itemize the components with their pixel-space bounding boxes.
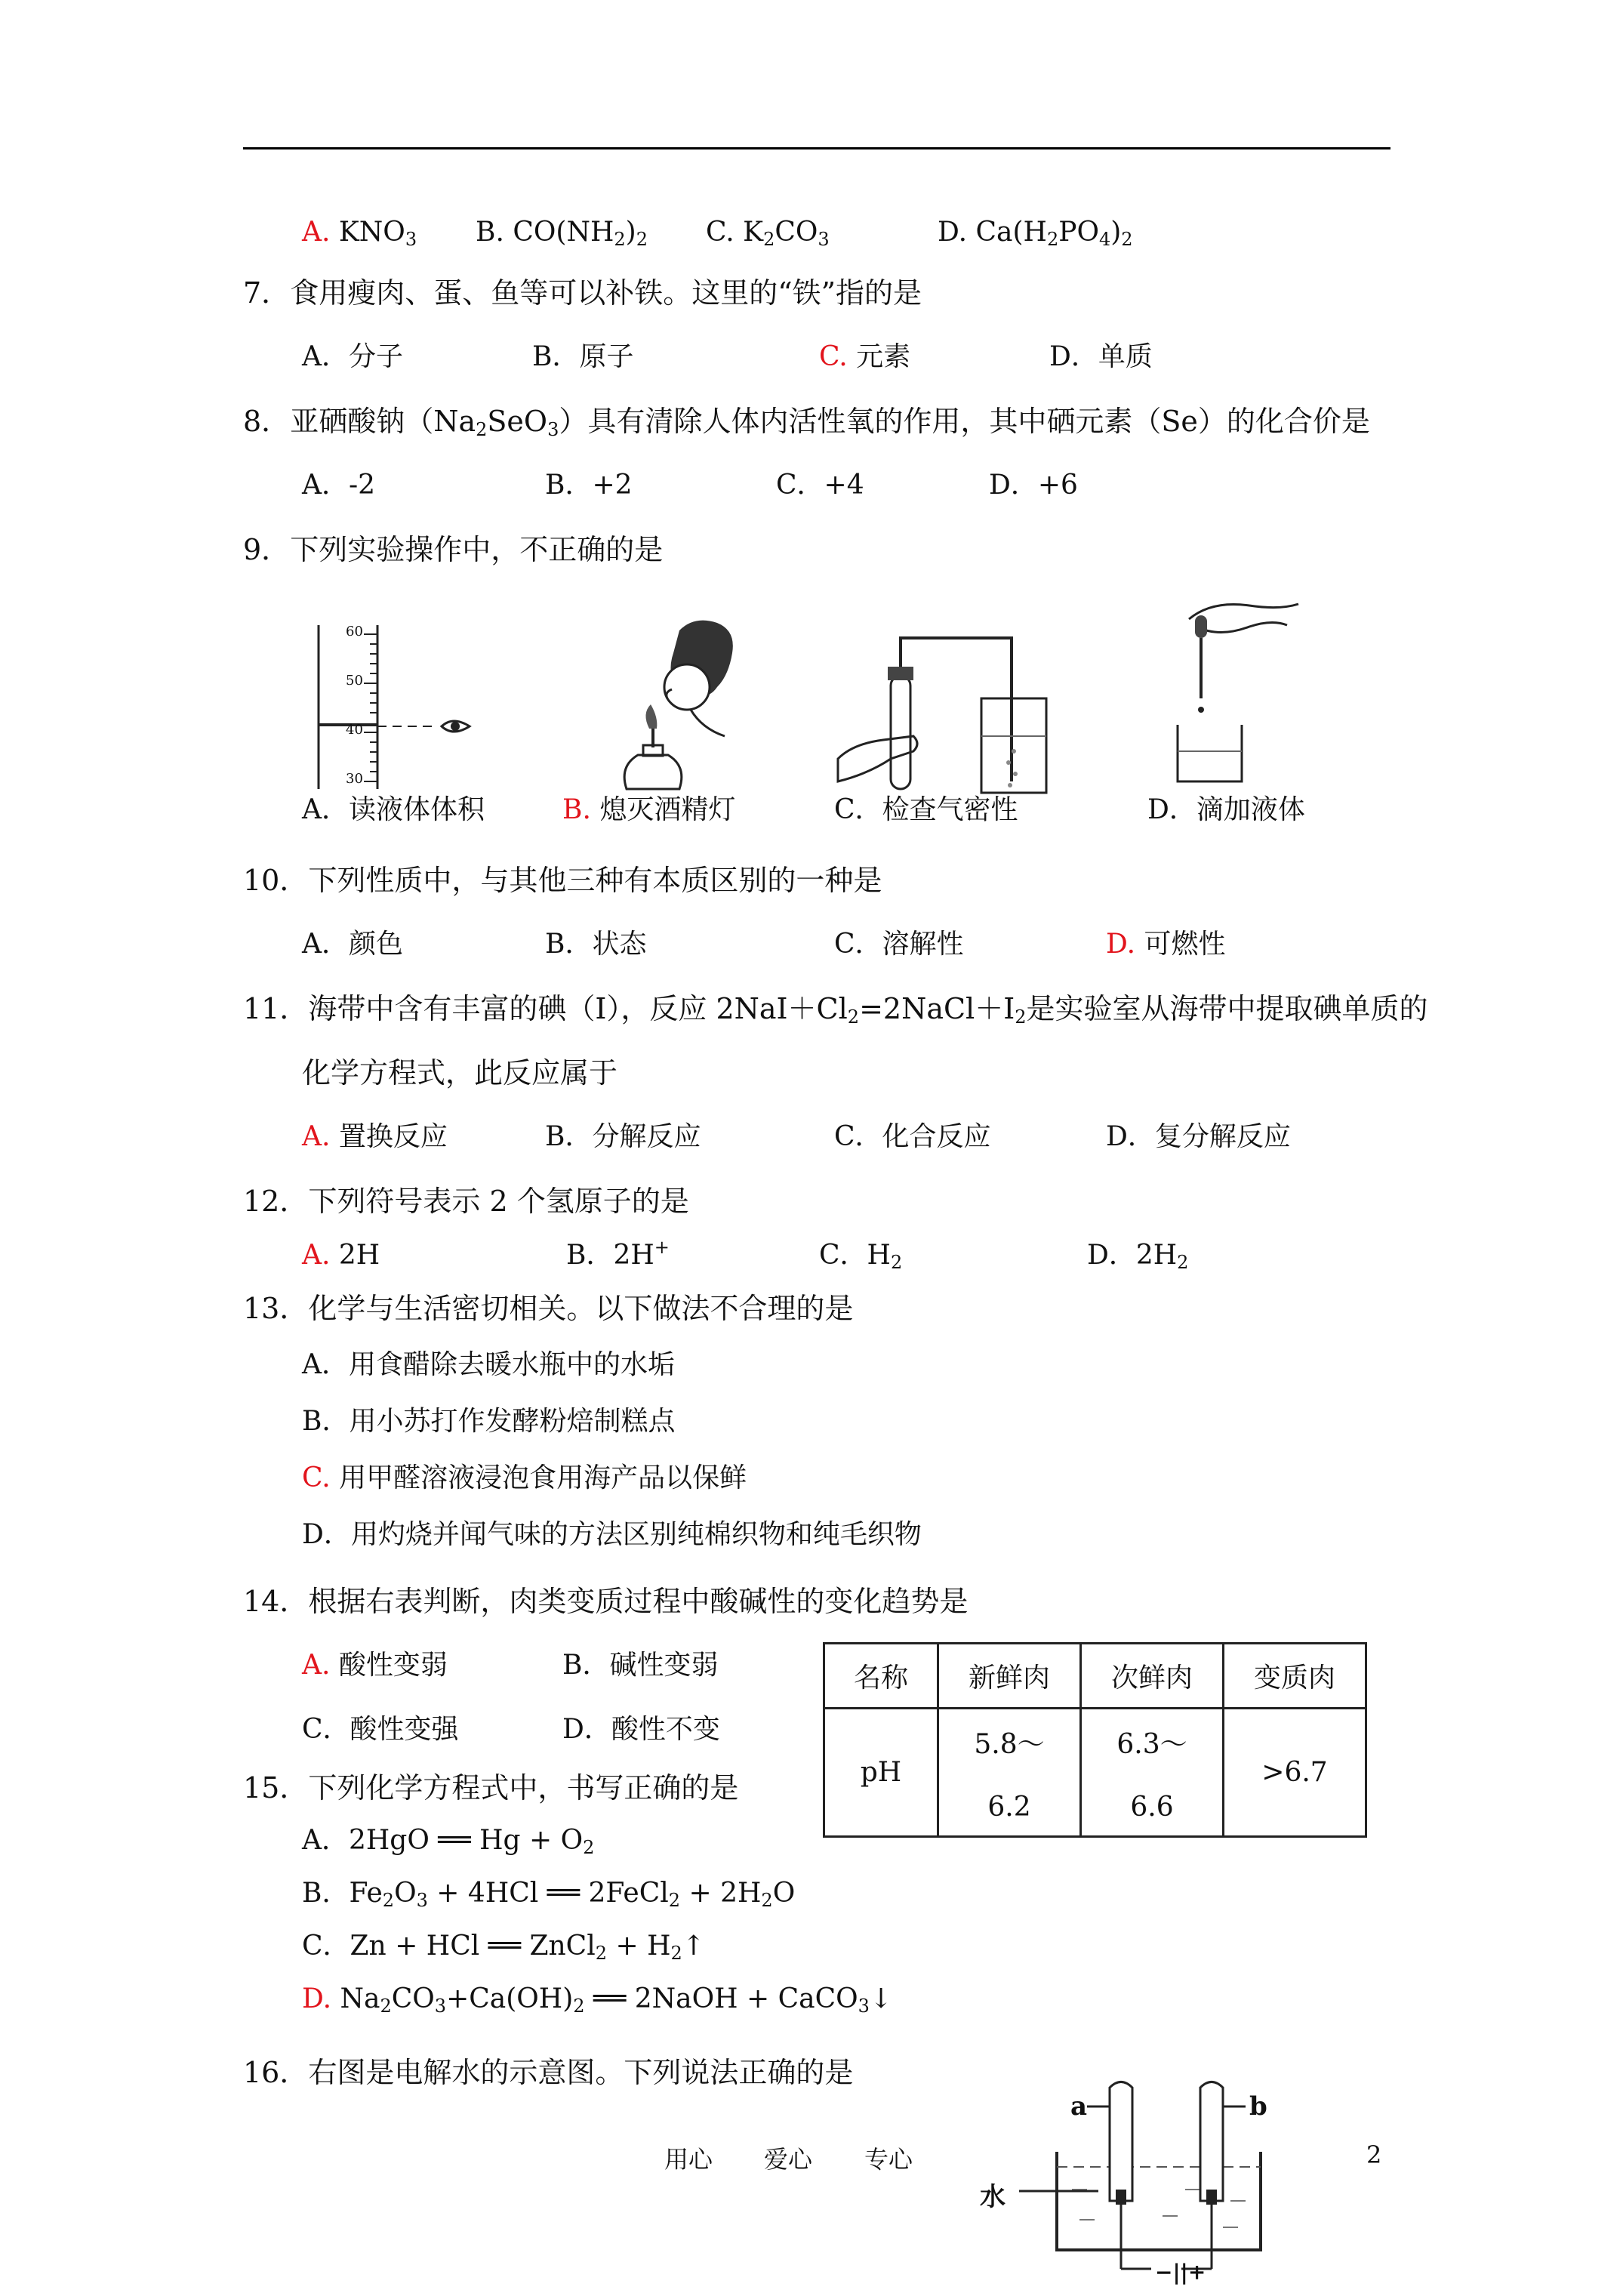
- label-a: a: [1070, 2091, 1088, 2122]
- q6-option-b: B. $CO(NH_2)_2$: [476, 217, 648, 250]
- table-cell: 6.3～ 6.6: [1081, 1709, 1224, 1837]
- header-rule: [243, 147, 1390, 149]
- q9-option-c: C．检查气密性: [834, 794, 1018, 825]
- battery-symbol: −||+: [1155, 2260, 1206, 2285]
- table-header: 名称: [824, 1644, 938, 1709]
- q14-option-d: D．酸性不变: [562, 1714, 720, 1745]
- q12-option-d: D．$2H_2$: [1087, 1240, 1189, 1273]
- q13-option-a: A．用食醋除去暖水瓶中的水垢: [302, 1349, 675, 1380]
- q9-stem: 9．下列实验操作中，不正确的是: [243, 533, 664, 566]
- q14-option-c: C．酸性变强: [302, 1714, 459, 1745]
- q11-option-d: D．复分解反应: [1106, 1121, 1291, 1152]
- q6-option-c: C. $K_2CO_3$: [706, 217, 830, 250]
- q13-option-c: C. 用甲醛溶液浸泡食用海产品以保鲜: [302, 1462, 747, 1493]
- q15-stem: 15．下列化学方程式中，书写正确的是: [243, 1771, 739, 1804]
- q14-option-a: A. 酸性变弱: [302, 1650, 448, 1681]
- table-cell: 5.8～ 6.2: [938, 1709, 1081, 1837]
- q11-option-b: B．分解反应: [545, 1121, 701, 1152]
- q15-option-c: C．Zn + HCl ══ ZnCl$_2$ + $H_2↑$: [302, 1931, 705, 1964]
- q8-option-b: B．+2: [545, 470, 633, 501]
- q12-option-c: C．$H_2$: [819, 1240, 903, 1273]
- q7-option-d: D．单质: [1049, 341, 1153, 372]
- table-row-label: pH: [824, 1709, 938, 1837]
- q12-option-a: A. 2H: [302, 1240, 380, 1271]
- q8-option-a: A．-2: [302, 470, 376, 501]
- figure-drop-liquid: [1166, 596, 1317, 789]
- q11-option-c: C．化合反应: [834, 1121, 991, 1152]
- figure-extinguish-lamp: [604, 615, 740, 797]
- figure-check-airtightness: [838, 630, 1064, 800]
- q14-stem: 14．根据右表判断，肉类变质过程中酸碱性的变化趋势是: [243, 1585, 969, 1618]
- table-header: 次鲜肉: [1081, 1644, 1224, 1709]
- q13-option-b: B．用小苏打作发酵粉焙制糕点: [302, 1406, 676, 1437]
- q7-stem: 7．食用瘦肉、蛋、鱼等可以补铁。这里的“铁”指的是: [243, 276, 922, 310]
- label-b: b: [1249, 2091, 1267, 2122]
- table-header: 变质肉: [1224, 1644, 1366, 1709]
- q15-option-b: B．$Fe_2O_3 + 4HCl$ ══ 2FeCl$_2$ + $2H_2O$: [302, 1878, 796, 1911]
- q9-option-b: B. 熄灭酒精灯: [562, 794, 736, 825]
- q7-option-a: A．分子: [302, 341, 403, 372]
- q15-option-a: A．2HgO ══ $Hg + O_2$: [302, 1825, 595, 1858]
- q7-option-c: C. 元素: [819, 341, 911, 372]
- q13-option-d: D．用灼烧并闻气味的方法区别纯棉织物和纯毛织物: [302, 1519, 922, 1550]
- footer-text-3: 专心: [864, 2145, 913, 2174]
- q12-stem: 12．下列符号表示 2 个氢原子的是: [243, 1185, 689, 1218]
- label-water: 水: [980, 2182, 1006, 2212]
- tick-50: 50: [346, 673, 363, 689]
- ph-table: [823, 1642, 1367, 1838]
- tick-40: 40: [346, 722, 363, 738]
- q8-option-d: D．+6: [989, 470, 1078, 501]
- q15-option-d: D. $Na_2CO_3+Ca(OH)_2$ ══ 2NaOH + CaCO$_3$↓: [302, 1983, 893, 2017]
- q10-stem: 10．下列性质中，与其他三种有本质区别的一种是: [243, 864, 882, 897]
- q10-option-b: B．状态: [545, 929, 647, 960]
- q9-option-d: D．滴加液体: [1147, 794, 1305, 825]
- q14-option-b: B．碱性变弱: [562, 1650, 719, 1681]
- q7-option-b: B．原子: [532, 341, 634, 372]
- footer-text-1: 用心: [664, 2145, 713, 2174]
- footer-text-2: 爱心: [764, 2145, 813, 2174]
- q9-option-a: A．读液体体积: [302, 794, 485, 825]
- table-cell: >6.7: [1224, 1709, 1366, 1837]
- q10-option-d: D. 可燃性: [1106, 929, 1226, 960]
- tick-60: 60: [346, 624, 363, 639]
- tick-30: 30: [346, 771, 363, 787]
- q16-stem: 16．右图是电解水的示意图。下列说法正确的是: [243, 2056, 854, 2089]
- q11-option-a: A. 置换反应: [302, 1121, 448, 1152]
- q8-option-c: C．+4: [776, 470, 864, 501]
- q8-stem: 8．亚硒酸钠$(Na_2SeO_3)$具有清除人体内活性氧的作用，其中硒元素（Se）的化合价是: [243, 405, 1370, 440]
- q10-option-a: A．颜色: [302, 929, 403, 960]
- q6-option-d: D. $Ca(H_2PO_4)_2$: [938, 217, 1133, 250]
- figure-read-volume: [302, 619, 491, 793]
- table-header: 新鲜肉: [938, 1644, 1081, 1709]
- q11-stem-line2: 化学方程式，此反应属于: [302, 1056, 618, 1089]
- q6-option-a: A. $KNO_3$: [302, 217, 417, 250]
- q13-stem: 13．化学与生活密切相关。以下做法不合理的是: [243, 1292, 854, 1325]
- page-number: 2: [1366, 2140, 1382, 2169]
- q12-option-b: B．2H+: [566, 1237, 670, 1271]
- q11-stem: 11．海带中含有丰富的碘（I），反应 $2NaI+Cl_2=2NaCl+I_2$是实验室从海带中提取碘单质的: [243, 992, 1428, 1028]
- q10-option-c: C．溶解性: [834, 929, 964, 960]
